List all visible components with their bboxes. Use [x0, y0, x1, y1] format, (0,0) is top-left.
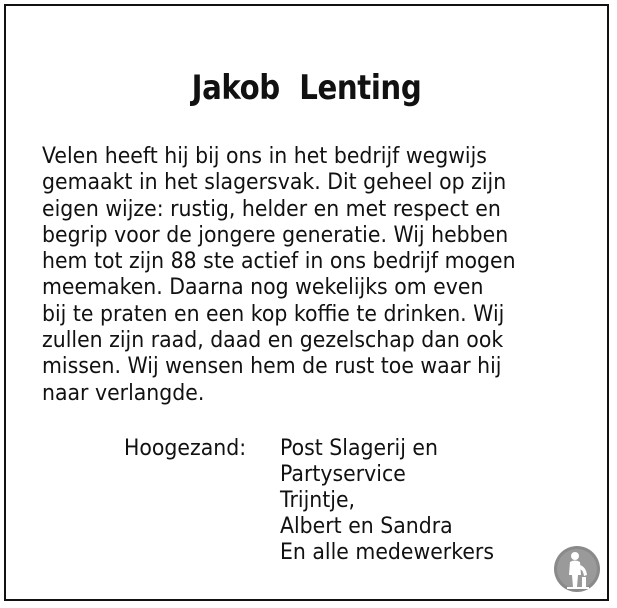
- mourning-figure-logo-icon: [553, 545, 601, 593]
- deceased-name-title: Jakob Lenting: [191, 68, 422, 108]
- signoff-name-line: Albert en Sandra: [280, 514, 453, 539]
- message-line: eigen wijze: rustig, helder en met respect en: [42, 196, 501, 222]
- message-line: begrip voor de jongere generatie. Wij hebben: [42, 222, 509, 248]
- signoff-names: [280, 436, 510, 566]
- message-line: bij te praten en een kop koffie te drinken. Wij: [42, 301, 505, 327]
- message-line: gemaakt in het slagersvak. Dit geheel op zijn: [42, 170, 507, 196]
- signoff-place: Hoogezand:: [124, 436, 247, 461]
- message-line: hem tot zijn 88 ste actief in ons bedrijf mogen: [42, 249, 516, 275]
- signoff-name-line: Post Slagerij en: [280, 436, 438, 461]
- signoff-name-line: Partyservice: [280, 462, 406, 487]
- condolence-message: [42, 144, 602, 407]
- message-line: zullen zijn raad, daad en gezelschap dan ook: [42, 328, 504, 354]
- message-line: naar verlangde.: [42, 380, 205, 406]
- signoff-name-line: En alle medewerkers: [280, 540, 495, 565]
- message-line: Velen heeft hij bij ons in het bedrijf wegwijs: [42, 144, 487, 169]
- message-line: meemaken. Daarna nog wekelijks om even: [42, 275, 484, 301]
- message-line: missen. Wij wensen hem de rust toe waar hij: [42, 354, 502, 380]
- obituary-card: [4, 4, 609, 601]
- signoff-name-line: Trijntje,: [280, 488, 356, 513]
